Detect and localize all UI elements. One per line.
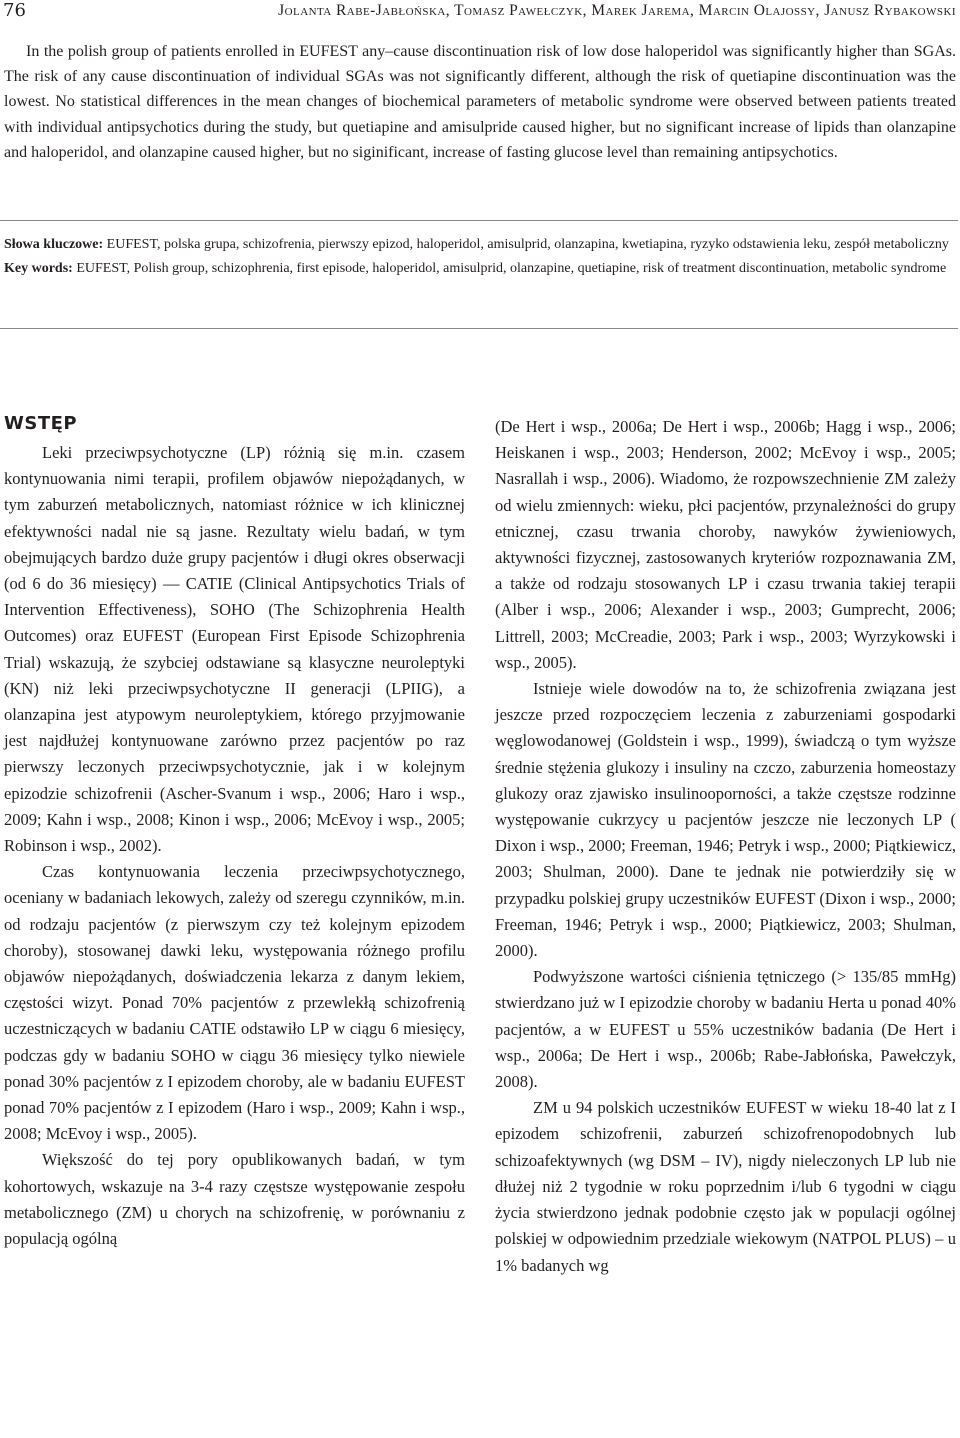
- left-paragraph-2: Czas kontynuowania leczenia przeciwpsychotycznego, oceniany w badaniach lekowych, zależy od szeregu czynników, m.in. od rodzaju pacjentów (z pierwszym czy też kolejnym epizodem choroby), stosowanej dawki leku, występowania różnego profilu objawów niepożądanych, doświadczenia lekarza z danym lekiem, częstości wizyt. Ponad 70% pacjentów z przewlekłą schizofrenią uczestniczących w badaniu CATIE odstawiło LP w ciągu 6 miesięcy, podczas gdy w badaniu SOHO w ciągu 36 miesięcy tylko niewiele ponad 30% pacjentów z I epizodem choroby, ale w badaniu EUFEST ponad 70% pacjentów z I epizodem (Haro i wsp., 2009; Kahn i wsp., 2008; McEvoy i wsp., 2005).: [4, 862, 465, 1144]
- abstract-paragraph: In the polish group of patients enrolled in EUFEST any–cause discontinuation risk of low dose haloperidol was significantly higher than SGAs. The risk of any cause discontinuation of individual SGAs was not significantly different, although the risk of quetiapine discontinuation was the lowest. No statistical differences in the mean changes of biochemical parameters of metabolic syndrome were observed between patients treated with individual antipsychotics during the study, but quetiapine and amisulpride caused higher, but no significant increase of lipids than olanzapine and haloperidol, and olanzapine caused higher, but no siginificant, increase of fasting glucose level than remaining antipsychotics.: [4, 43, 956, 161]
- right-paragraph-3: Podwyższone wartości ciśnienia tętniczego (> 135/85 mmHg) stwierdzano już w I epizodzie choroby w badaniu Herta u ponad 40% pacjentów, a w EUFEST u 55% uczestników badania (De Hert i wsp., 2006a; De Hert i wsp., 2006b; Rabe-Jabłońska, Pawełczyk, 2008).: [495, 967, 956, 1092]
- left-paragraph-3: Większość do tej pory opublikowanych badań, w tym kohortowych, wskazuje na 3-4 razy częstsze występowanie zespołu metabolicznego (ZM) u chorych na schizofrenię, w porównaniu z populacją ogólną: [4, 1150, 465, 1249]
- divider-top: [0, 220, 958, 221]
- running-head-authors: Jolanta Rabe-Jabłońska, Tomasz Pawełczyk, Marek Jarema, Marcin Olajossy, Janusz Rybakowski: [278, 2, 956, 19]
- keywords-english: [4, 257, 956, 281]
- right-column: [495, 414, 956, 1279]
- keywords-english-text: EUFEST, Polish group, schizophrenia, first episode, haloperidol, amisulprid, olanzapine, quetiapine, risk of treatment discontinuation, metabolic syndrome: [72, 261, 947, 276]
- keywords-polish: [4, 233, 956, 257]
- right-paragraph-1: (De Hert i wsp., 2006a; De Hert i wsp., 2006b; Hagg i wsp., 2006; Heiskanen i wsp., 2003; Henderson, 2002; McEvoy i wsp., 2005; Nasrallah i wsp., 2006). Wiadomo, że rozpowszechnienie ZM zależy od wielu zmiennych: wieku, płci pacjentów, przynależności do grupy etnicznej, czasu trwania choroby, nawyków żywieniowych, aktywności fizycznej, zastosowanych kryteriów rozpoznawania ZM, a także od rodzaju stosowanych LP i czasu trwania takiej terapii (Alber i wsp., 2006; Alexander i wsp., 2003; Gumprecht, 2006; Littrell, 2003; McCreadie, 2003; Park i wsp., 2003; Wyrzykowski i wsp., 2005).: [495, 417, 956, 672]
- english-abstract: [4, 39, 956, 165]
- right-paragraph-2: Istnieje wiele dowodów na to, że schizofrenia związana jest jeszcze przed rozpoczęciem leczenia z zaburzeniami gospodarki węglowodanowej (Goldstein i wsp., 1999), świadczą o tym wyższe średnie stężenia glukozy i insuliny na czczo, zaburzenia homeostazy glukozy oraz zjawisko insulinooporności, a także częstsze rodzinne występowanie cukrzycy u pacjentów jeszcze nie leczonych LP ( Dixon i wsp., 2000; Freeman, 1946; Petryk i wsp., 2000; Piątkiewicz, 2003; Shulman, 2000). Dane te jednak nie potwierdziły się w przypadku polskiej grupy uczestników EUFEST (Dixon i wsp., 2000; Freeman, 1946; Petryk i wsp., 2000; Piątkiewicz, 2003; Shulman, 2000).: [495, 679, 956, 961]
- section-title: WSTĘP: [4, 413, 78, 434]
- keywords-polish-text: EUFEST, polska grupa, schizofrenia, pierwszy epizod, haloperidol, amisulprid, olanzapina, kwetiapina, ryzyko odstawienia leku, zespół metaboliczny: [103, 237, 949, 252]
- keywords-english-label: Key words:: [4, 261, 73, 276]
- page-number: 76: [3, 0, 26, 21]
- keywords-block: [4, 233, 956, 281]
- left-paragraph-1: Leki przeciwpsychotyczne (LP) różnią się m.in. czasem kontynuowania nimi terapii, profilem objawów niepożądanych, w tym zaburzeń metabolicznych, natomiast różnice w ich klinicznej efektywności nadal nie są jasne. Rezultaty wielu badań, w tym obejmujących bardzo duże grupy pacjentów i długi okres obserwacji (od 6 do 36 miesięcy) — CATIE (Clinical Antipsychotics Trials of Intervention Effectiveness), SOHO (The Schizophrenia Health Outcomes) oraz EUFEST (European First Episode Schizophrenia Trial) wskazują, że szybciej odstawiane są klasyczne neuroleptyki (KN) niż leki przeciwpsychotyczne II generacji (LPIIG), a olanzapina jest atypowym neuroleptykiem, którego przyjmowanie jest najdłużej kontynuowane zarówno przez pacjentów po raz pierwszy leczonych przeciwpsychotycznie, jak i w kolejnym epizodzie schizofrenii (Ascher-Svanum i wsp., 2006; Haro i wsp., 2009; Kahn i wsp., 2008; Kinon i wsp., 2006; McEvoy i wsp., 2005; Robinson i wsp., 2002).: [4, 443, 465, 856]
- divider-bottom: [0, 328, 958, 329]
- right-paragraph-4: ZM u 94 polskich uczestników EUFEST w wieku 18-40 lat z I epizodem schizofrenii, zaburzeń schizofrenopodobnych lub schizoafektywnych (wg DSM – IV), nigdy nieleczonych LP lub nie dłużej niż 2 tygodnie w roku poprzednim i/lub 6 tygodni w ciągu życia stwierdzono jednak podobnie często jak w populacji ogólnej polskiej w odpowiednim przedziale wiekowym (NATPOL PLUS) – u 1% badanych wg: [495, 1098, 956, 1275]
- running-header: [0, 0, 960, 24]
- left-column: [4, 440, 465, 1252]
- keywords-polish-label: Słowa kluczowe:: [4, 237, 104, 252]
